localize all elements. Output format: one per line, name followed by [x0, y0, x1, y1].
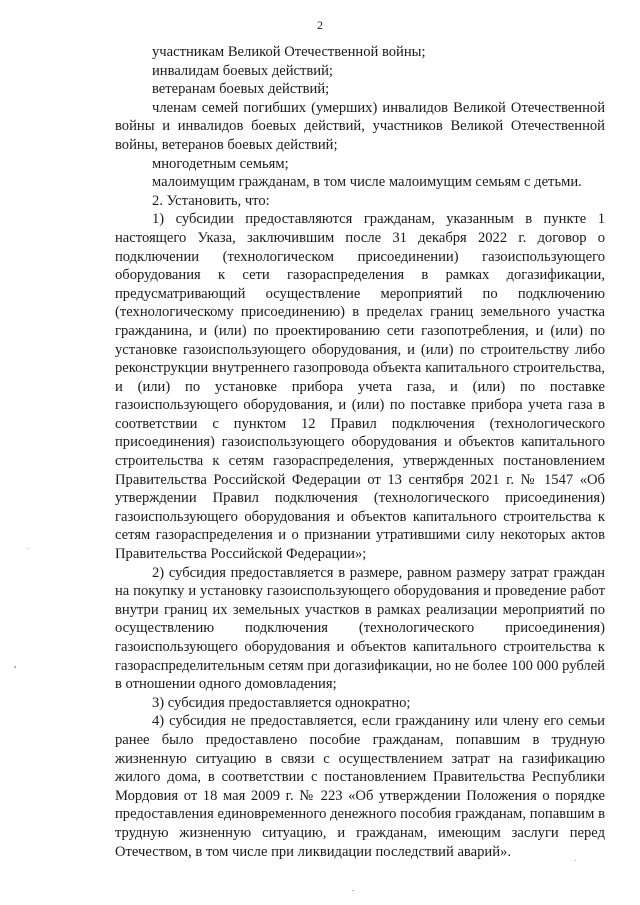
- paragraph-low-income: малоимущим гражданам, в том числе малоимущим семьям с детьми.: [152, 174, 582, 191]
- paragraph-large-families: многодетным семьям;: [152, 155, 289, 172]
- paragraph-section-2-heading: 2. Установить, что:: [152, 192, 270, 209]
- paragraph-subsidy-item-2: 2) субсидия предоставляется в размере, равном размеру затрат граждан на покупку и установку газоиспользующего оборудования и проведение работ внутри границ их земельных участков в рамках реализации мероприятий по осуществлению подключения (технологического присоединения) газоиспользующего оборудования и объектов капитального строительства к газораспределительным сетям при догазификации, но не более 100 000 рублей в отношении одного домовладения;: [115, 564, 605, 693]
- scan-speck: [14, 666, 16, 668]
- page-number: 2: [317, 18, 323, 32]
- document-body: [115, 43, 605, 861]
- paragraph-wwii-participants: участникам Великой Отечественной войны;: [152, 44, 426, 60]
- scan-speck: [28, 548, 29, 549]
- scan-speck: [352, 890, 354, 891]
- scan-speck: [575, 860, 576, 861]
- paragraph-combat-veterans: ветеранам боевых действий;: [152, 81, 330, 98]
- paragraph-family-members: членам семей погибших (умерших) инвалидов Великой Отечественной войны и инвалидов боевых действий, участников Великой Отечественной войны, ветеранов боевых действий;: [115, 99, 605, 153]
- paragraph-subsidy-item-4: 4) субсидия не предоставляется, если гражданину или члену его семьи ранее было предоставлено пособие гражданам, попавшим в трудную жизненную ситуацию в связи с осуществлением затрат на газификацию жилого дома, в соответствии с постановлением Правительства Республики Мордовия от 18 мая 2009 г. № 223 «Об утверждении Положения о порядке предоставления единовременного денежного пособия гражданам, попавшим в трудную жизненную ситуацию, и гражданам, имеющим заслуги перед Отечеством, в том числе при ликвидации последствий аварий».: [115, 713, 605, 860]
- paragraph-subsidy-item-3: 3) субсидия предоставляется однократно;: [152, 694, 411, 711]
- paragraph-combat-disabled: инвалидам боевых действий;: [152, 62, 333, 79]
- paragraph-subsidy-item-1: 1) субсидии предоставляются гражданам, указанным в пункте 1 настоящего Указа, заключившим после 31 декабря 2022 г. договор о подключении (технологическом присоединении) газоиспользующего оборудования к сети газораспределения в рамках догазификации, предусматривающий осуществление мероприятий по подключению (технологическому присоединению) в пределах границ земельного участка гражданина, и (или) по проектированию сети газопотребления, и (или) по установке газоиспользующего оборудования, и (или) по строительству либо реконструкции внутреннего газопровода объекта капитального строительства, и (или) по установке прибора учета газа, и (или) по поставке газоиспользующего оборудования, и (или) по поставке прибора учета газа в соответствии с пунктом 12 Правил подключения (технологического присоединения) газоиспользующего оборудования и объектов капитального строительства к сетям газораспределения, утвержденных постановлением Правительства Российской Федерации от 13 сентября 2021 г. № 1547 «Об утверждении Правил подключения (технологического присоединения) газоиспользующего оборудования и объектов капитального строительства к сетям газораспределения и о признании утратившими силу некоторых актов Правительства Российской Федерации»;: [115, 211, 605, 563]
